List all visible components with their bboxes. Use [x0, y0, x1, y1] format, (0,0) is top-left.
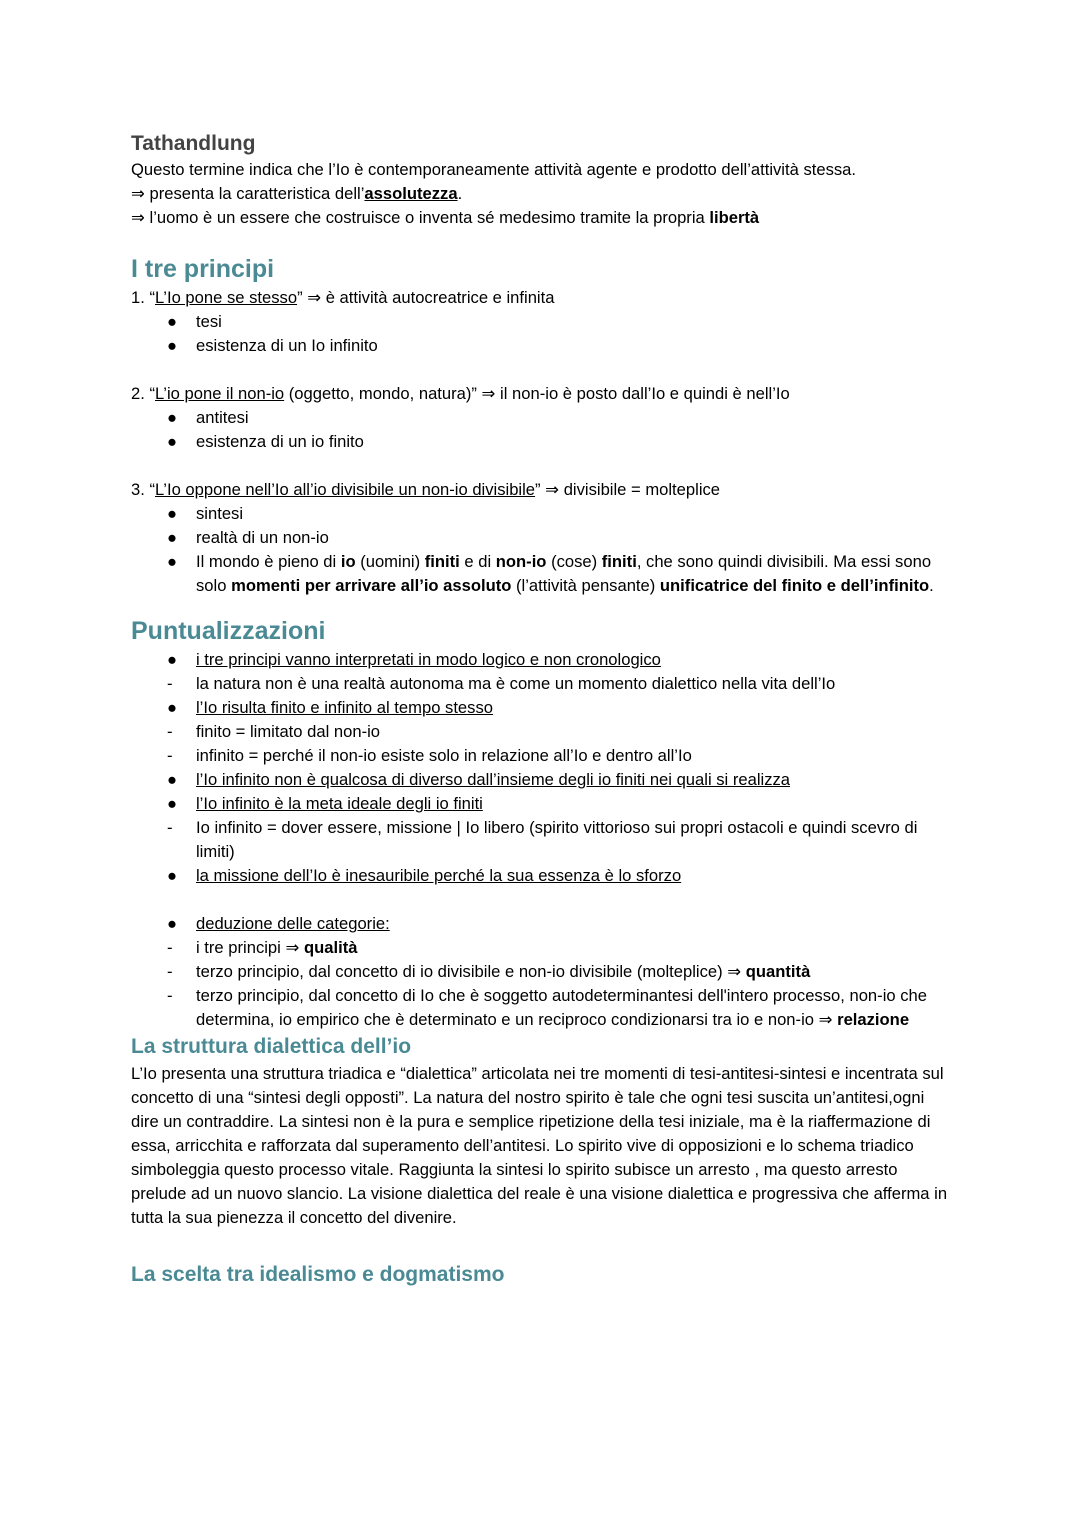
list-item [131, 816, 951, 864]
bullet-icon: ● [167, 698, 178, 717]
underlined-text: l’Io infinito non è qualcosa di diverso dall’insieme degli io finiti nei quali si realizza [196, 770, 791, 789]
underlined-text: L’Io pone se stesso [154, 288, 298, 307]
bullet-icon: ● [167, 770, 178, 789]
principle-1 [131, 286, 951, 310]
tathandlung-line-3 [131, 206, 951, 230]
text: la natura non è una realtà autonoma ma è come un momento dialettico nella vita dell’Io [196, 674, 836, 693]
dash-marker: - [167, 938, 173, 957]
dash-marker: - [167, 746, 173, 765]
text: 1. “ [131, 288, 155, 307]
list-item [131, 502, 951, 526]
document-content [131, 130, 951, 1290]
heading-struttura-dialettica: La struttura dialettica dell’io [131, 1035, 412, 1058]
bold-underlined-text: assolutezza [364, 184, 458, 203]
list-item [131, 960, 951, 984]
bullet-icon: ● [167, 866, 178, 885]
underlined-text: la missione dell’Io è inesauribile perché la sua essenza è lo sforzo [196, 866, 682, 885]
text: 3. “ [131, 480, 155, 499]
text: infinito = perché il non-io esiste solo in relazione all’Io e dentro all’Io [196, 746, 692, 765]
principle-1-list [131, 310, 951, 358]
text: (uomini) [355, 552, 425, 571]
text: antitesi [196, 408, 249, 427]
list-item [131, 672, 951, 696]
text: (l’attività pensante) [511, 576, 660, 595]
list-item [131, 406, 951, 430]
text: Il mondo è pieno di [196, 552, 341, 571]
text: ” ⇒ è attività autocreatrice e infinita [297, 288, 555, 307]
list-item [131, 768, 951, 792]
dash-marker: - [167, 674, 173, 693]
bullet-icon: ● [167, 504, 178, 523]
text: (cose) [546, 552, 602, 571]
bullet-icon: ● [167, 408, 178, 427]
dash-marker: - [167, 722, 173, 741]
text: , che sono quindi divisibili. Ma essi sono solo [196, 552, 932, 595]
underlined-text: l’Io risulta finito e infinito al tempo stesso [196, 698, 493, 717]
list-item [131, 912, 951, 936]
list-item [131, 526, 951, 550]
bullet-icon: ● [167, 650, 178, 669]
bold-text: quantità [745, 962, 811, 981]
bold-text: finiti [601, 552, 637, 571]
bold-text: momenti per arrivare all’io assoluto [231, 576, 512, 595]
text: finito = limitato dal non-io [196, 722, 381, 741]
list-item [131, 720, 951, 744]
text: ” ⇒ divisibile = molteplice [535, 480, 721, 499]
bold-text: non-io [495, 552, 547, 571]
principle-2-list [131, 406, 951, 454]
text: Io infinito = dover essere, missione | Io libero (spirito vittorioso sui propri ostacoli e quindi scevro di limiti) [196, 818, 918, 861]
list-item [131, 864, 951, 888]
heading-scelta-idealismo-dogmatismo: La scelta tra idealismo e dogmatismo [131, 1263, 505, 1286]
tathandlung-line-1: Questo termine indica che l’Io è contemporaneamente attività agente e prodotto dell’attività stessa. [131, 160, 857, 179]
bullet-icon: ● [167, 312, 178, 331]
text: . [457, 184, 463, 203]
underlined-text: l’Io infinito è la meta ideale degli io finiti [196, 794, 483, 813]
bullet-icon: ● [167, 336, 178, 355]
text: terzo principio, dal concetto di io divisibile e non-io divisibile (molteplice) ⇒ [196, 962, 746, 981]
bold-text: io [340, 552, 356, 571]
text: ⇒ l’uomo è un essere che costruisce o inventa sé medesimo tramite la propria [131, 208, 710, 227]
heading-tathandlung: Tathandlung [131, 132, 256, 155]
bold-text: qualità [303, 938, 358, 957]
bullet-icon: ● [167, 914, 178, 933]
text: . [929, 576, 934, 595]
text: (oggetto, mondo, natura)” ⇒ il non-io è posto dall’Io e quindi è nell’Io [284, 384, 790, 403]
bold-text: relazione [837, 1010, 910, 1029]
list-item [131, 550, 951, 598]
dash-marker: - [167, 962, 173, 981]
underlined-text: deduzione delle categorie: [196, 914, 390, 933]
list-item [131, 744, 951, 768]
heading-puntualizzazioni: Puntualizzazioni [131, 617, 326, 645]
bold-text: libertà [709, 208, 760, 227]
bullet-icon: ● [167, 432, 178, 451]
struttura-dialettica-paragraph: L’Io presenta una struttura triadica e “dialettica” articolata nei tre momenti di tesi-antitesi-sintesi e incentrata sul concetto di una “sintesi degli opposti”. La natura del nostro spirito è tale che ogni tesi suscita un’antitesi,ogni dire un contraddire. La sintesi non è la pura e semplice ripetizione della tesi iniziale, ma è la riaffermazione di essa, arricchita e rafforzata dal superamento dell’antitesi. Lo spirito vive di opposizioni e lo schema triadico simboleggia questo processo vitale. Raggiunta la sintesi lo spirito subisce un arresto , ma questo arresto prelude ad un nuovo slancio. La visione dialettica del reale è una visione dialettica e progressiva che afferma in tutta la sua pienezza il concetto del divenire. [131, 1064, 948, 1227]
list-item [131, 792, 951, 816]
list-item [131, 936, 951, 960]
text: ⇒ presenta la caratteristica dell’ [131, 184, 365, 203]
tathandlung-line-2 [131, 182, 951, 206]
underlined-text: L’io pone il non-io [154, 384, 285, 403]
principle-3-list [131, 502, 951, 598]
text: realtà di un non-io [196, 528, 329, 547]
bullet-icon: ● [167, 552, 178, 571]
bullet-icon: ● [167, 794, 178, 813]
underlined-text: L’Io oppone nell’Io all’io divisibile un non-io divisibile [154, 480, 536, 499]
text: e di [459, 552, 496, 571]
categorie-list [131, 912, 951, 1032]
text: i tre principi ⇒ [196, 938, 304, 957]
underlined-text: i tre principi vanno interpretati in modo logico e non cronologico [196, 650, 661, 669]
list-item [131, 334, 951, 358]
list-item [131, 310, 951, 334]
dash-marker: - [167, 986, 173, 1005]
puntualizzazioni-list [131, 648, 951, 888]
list-item [131, 430, 951, 454]
text: sintesi [196, 504, 244, 523]
text: 2. “ [131, 384, 155, 403]
list-item [131, 984, 951, 1032]
principle-2 [131, 382, 951, 406]
dash-marker: - [167, 818, 173, 837]
text: terzo principio, dal concetto di Io che è soggetto autodeterminantesi dell'intero processo, non-io che determina, io empirico che è determinato e un reciproco condizionarsi tra io e non-io ⇒ [196, 986, 927, 1029]
bold-text: finiti [424, 552, 460, 571]
text: esistenza di un Io infinito [196, 336, 378, 355]
list-item [131, 648, 951, 672]
text: tesi [196, 312, 222, 331]
list-item [131, 696, 951, 720]
heading-tre-principi: I tre principi [131, 255, 275, 283]
principle-3 [131, 478, 951, 502]
bold-text: unificatrice del finito e dell’infinito [659, 576, 930, 595]
bullet-icon: ● [167, 528, 178, 547]
text: esistenza di un io finito [196, 432, 364, 451]
